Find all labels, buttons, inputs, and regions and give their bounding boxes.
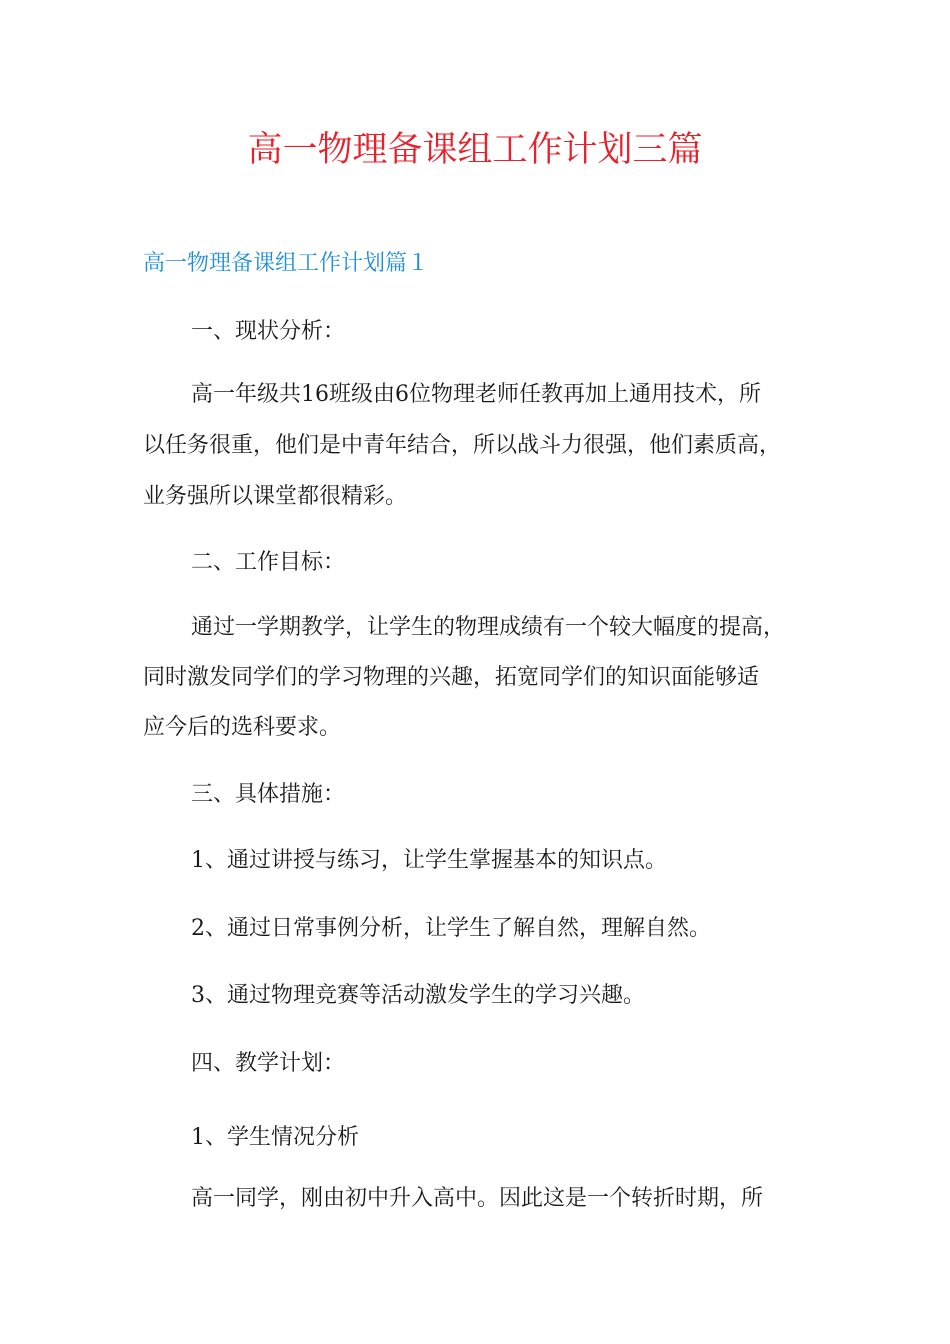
paragraph-line: 高一年级共16班级由6位物理老师任教再加上通用技术，所: [191, 382, 761, 407]
heading-work-goals: 二、工作目标：: [191, 550, 346, 575]
paragraph-line: 同时激发同学们的学习物理的兴趣，拓宽同学们的知识面能够适: [143, 665, 760, 690]
paragraph-line: 高一同学，刚由初中升入高中。因此这是一个转折时期，所: [191, 1186, 764, 1211]
subheading-student-analysis: 1、学生情况分析: [191, 1125, 359, 1150]
paragraph-line: 以任务很重，他们是中青年结合，所以战斗力很强，他们素质高，: [143, 433, 782, 458]
paragraph-line: 通过一学期教学，让学生的物理成绩有一个较大幅度的提高，: [191, 615, 786, 640]
list-item: 2、通过日常事例分析，让学生了解自然，理解自然。: [191, 916, 711, 941]
paragraph-line: 业务强所以课堂都很精彩。: [143, 484, 408, 509]
document-title: 高一物理备课组工作计划三篇: [247, 130, 703, 170]
heading-teaching-plan: 四、教学计划：: [191, 1051, 346, 1076]
paragraph-line: 应今后的选科要求。: [143, 715, 342, 740]
list-item: 1、通过讲授与练习，让学生掌握基本的知识点。: [191, 848, 667, 873]
section-heading: 高一物理备课组工作计划篇１: [143, 251, 430, 276]
list-item: 3、通过物理竞赛等活动激发学生的学习兴趣。: [191, 983, 645, 1008]
heading-current-status: 一、现状分析：: [191, 319, 346, 344]
heading-specific-measures: 三、具体措施：: [191, 782, 346, 807]
